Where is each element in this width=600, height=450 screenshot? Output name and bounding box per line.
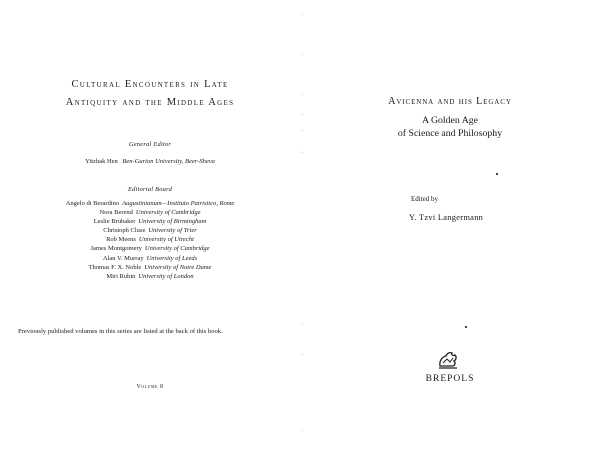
gutter-mark: ·	[301, 150, 303, 156]
general-editor-label: General Editor	[128, 141, 172, 148]
gutter-mark: ·	[301, 52, 303, 58]
brepols-griffin-logo-icon	[436, 351, 460, 371]
board-member-name: Alan V. Murray	[102, 254, 144, 262]
series-title-line-2: Antiquity and the Middle Ages	[65, 97, 235, 108]
board-member-name: Christoph Cluse	[103, 227, 146, 235]
board-member	[0, 272, 300, 281]
book-subtitle-line-1: A Golden Age	[421, 115, 479, 126]
gutter-mark: ·	[301, 352, 303, 358]
publisher-name: BREPOLS	[425, 374, 475, 384]
board-member-name: James Montgomery	[90, 245, 142, 253]
board-member-affiliation: University of Cambridge	[135, 209, 201, 217]
editorial-board-label: Editorial Board	[127, 186, 173, 193]
gutter-mark: ·	[301, 92, 303, 98]
board-member-name: Rob Meens	[106, 236, 136, 244]
board-member	[0, 217, 300, 226]
board-member	[0, 226, 300, 235]
edited-by-label: Edited by	[411, 195, 439, 203]
board-member	[0, 199, 300, 208]
general-editor	[0, 158, 300, 165]
gutter-mark: ·	[301, 128, 303, 134]
gutter-mark: ·	[301, 428, 303, 434]
book-title: Avicenna and his Legacy	[388, 96, 512, 107]
gutter-mark: ʾ	[301, 14, 303, 20]
board-member-name: Leslie Brubaker	[93, 218, 136, 226]
board-member-affiliation: University of Birmingham	[138, 218, 207, 226]
board-member-affiliation: University of London	[138, 272, 194, 280]
book-subtitle-line-2: of Science and Philosophy	[397, 127, 503, 139]
speck	[465, 326, 467, 328]
board-member-name: Thomas F. X. Noble	[88, 263, 142, 271]
board-member-name: Angelo di Berardino	[65, 200, 120, 207]
board-member	[0, 263, 300, 272]
board-member	[0, 244, 300, 253]
board-member-affiliation: University of Notre Dame	[144, 263, 212, 271]
gutter-mark: ·	[301, 112, 303, 118]
general-editor-affiliation: Ben-Gurion University, Beer-Sheva	[122, 158, 215, 165]
board-member	[0, 208, 300, 217]
board-member-affiliation: University of Leeds	[146, 254, 198, 262]
board-member-affiliation: University of Trier	[148, 227, 197, 235]
board-member-name: Miri Rubin	[106, 272, 136, 280]
board-member	[0, 235, 300, 244]
board-member-affiliation: University of Utrecht	[138, 236, 194, 244]
general-editor-name: Yitzhak Hen	[85, 158, 118, 165]
volume-label: Volume 8	[136, 384, 164, 390]
editor-name: Y. Tzvi Langermann	[409, 213, 484, 222]
board-member	[0, 254, 300, 263]
board-member-affiliation: Augustinianum—Instituto Patristico, Rome	[122, 200, 235, 207]
board-member-name: Nora Berend	[99, 209, 133, 217]
book-subtitle	[300, 115, 600, 140]
right-page	[300, 0, 600, 450]
series-note: Previously published volumes in this series are listed at the back of this book.	[18, 328, 223, 335]
editorial-board-list	[0, 199, 300, 281]
series-title-line-1: Cultural Encounters in Late	[71, 79, 229, 90]
speck	[496, 173, 498, 175]
series-title	[0, 76, 300, 112]
board-member-affiliation: University of Cambridge	[144, 245, 210, 253]
gutter-mark: ·	[301, 322, 303, 328]
